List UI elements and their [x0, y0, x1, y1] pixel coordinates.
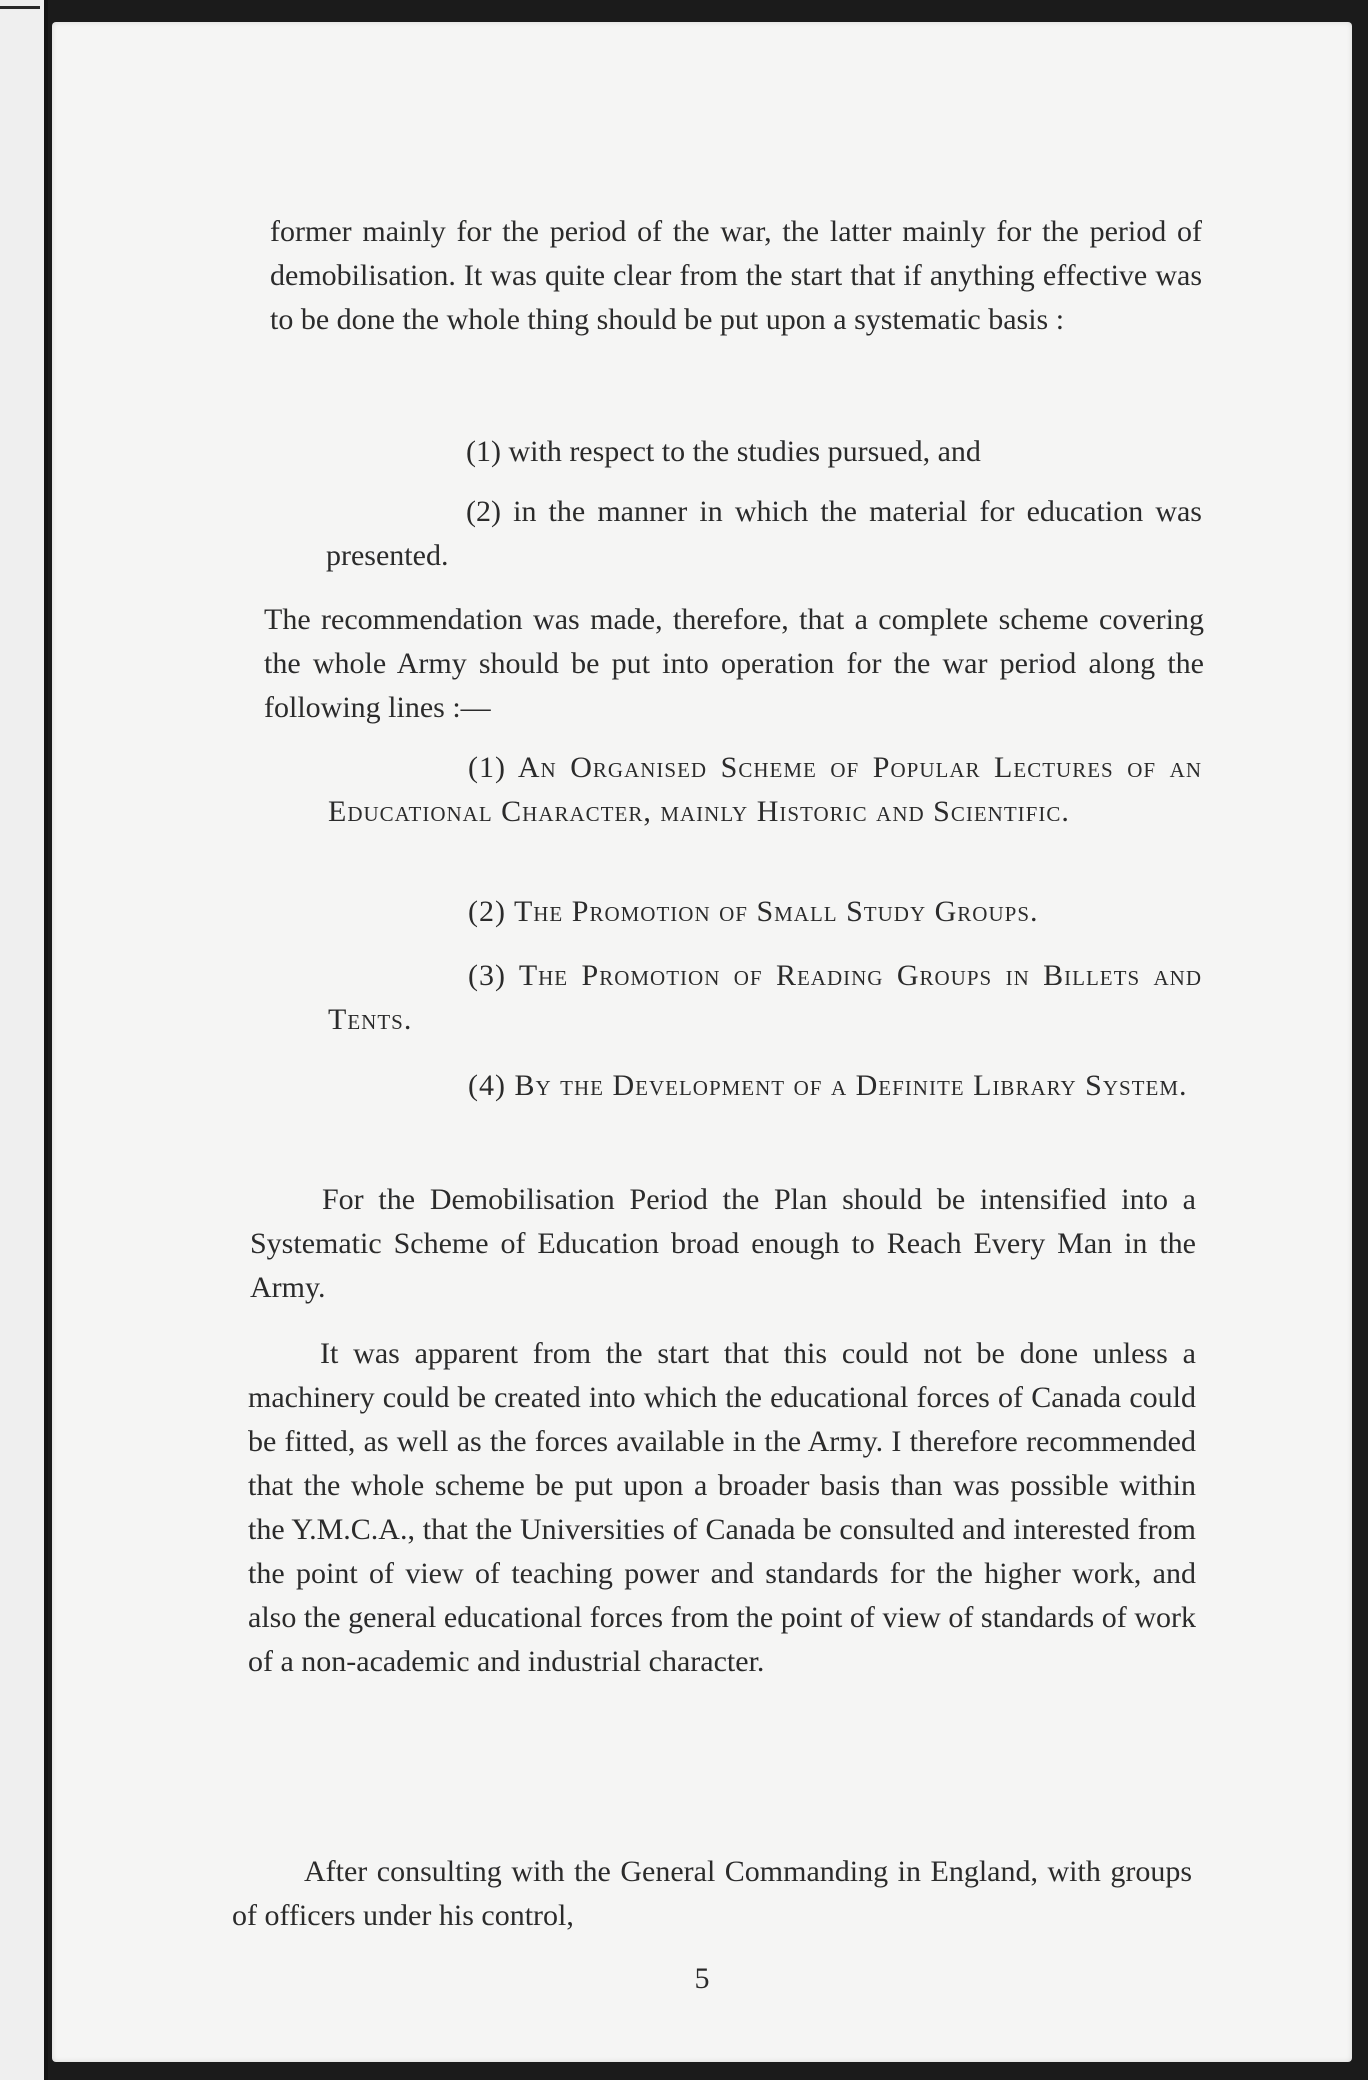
document-page [52, 22, 1352, 2062]
page-number: 5 [694, 1962, 710, 1995]
list-item: (1) An Organised Scheme of Popular Lectures of an Educational Character, mainly Historic and Scientific. [328, 751, 1202, 828]
list-item: (1) with respect to the studies pursued, and [466, 435, 981, 468]
adjacent-page-edge [0, 0, 48, 2080]
list-item: (4) By the Development of a Definite Library System. [468, 1069, 1188, 1102]
list-item: (3) The Promotion of Reading Groups in Billets and Tents. [328, 959, 1202, 1036]
list-item: (2) The Promotion of Small Study Groups. [468, 895, 1039, 928]
paragraph-2: The recommendation was made, therefore, that a complete scheme covering the whole Army should be put into operation for the war period along the following lines :— [264, 603, 1204, 724]
paragraph-3: For the Demobilisation Period the Plan should be intensified into a Systematic Scheme of Education broad enough to Reach Every Man in the Army. [250, 1183, 1196, 1304]
paragraph-4: It was apparent from the start that this could not be done unless a machinery could be created into which the educational forces of Canada could be fitted, as well as the forces available in the Army. I therefore recommended that the whole scheme be put upon a broader basis than was possible within the Y.M.C.A., that the Universities of Canada be consulted and interested from the point of view of teaching power and standards for the higher work, and also the general educational forces from the point of view of standards of work of a non-academic and industrial character. [248, 1337, 1196, 1678]
page-edge-mark [0, 6, 40, 9]
list-item: (2) in the manner in which the material for education was presented. [326, 495, 1202, 572]
paragraph-1: former mainly for the period of the war, the latter mainly for the period of demobilisation. It was quite clear from the start that if anything effective was to be done the whole thing should be put upon a systematic basis : [270, 215, 1202, 336]
paragraph-5: After consulting with the General Commanding in England, with groups of officers under his control, [232, 1855, 1192, 1932]
